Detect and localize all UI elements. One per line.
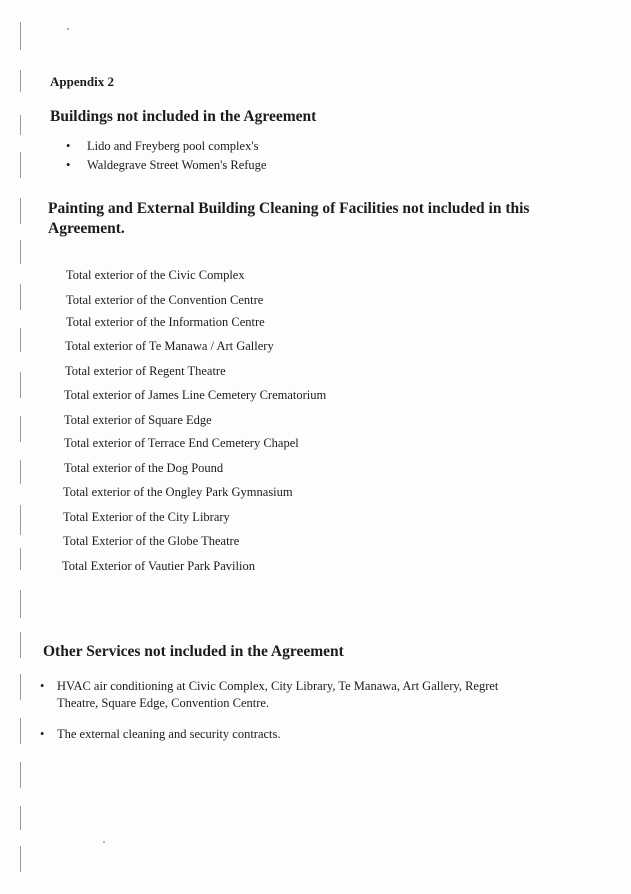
appendix-label: Appendix 2 — [50, 74, 114, 89]
list-item: Total Exterior of Vautier Park Pavilion — [62, 558, 255, 573]
other-services-list — [40, 678, 510, 758]
list-item: Total exterior of Regent Theatre — [65, 363, 226, 378]
painting-heading: Painting and External Building Cleaning of Facilities not included in this Agreement. — [48, 200, 530, 237]
other-services-heading: Other Services not included in the Agreement — [43, 643, 344, 660]
list-item: • The external cleaning and security contracts. — [40, 726, 510, 743]
list-item: Total exterior of James Line Cemetery Crematorium — [64, 388, 327, 403]
buildings-list — [66, 137, 266, 175]
list-item: Total Exterior of the City Library — [63, 509, 230, 524]
buildings-heading: Buildings not included in the Agreement — [50, 108, 317, 125]
list-item: • HVAC air conditioning at Civic Complex, City Library, Te Manawa, Art Gallery, Regret Theatre, Square Edge, Convention Centre. — [40, 678, 510, 711]
list-item: • Lido and Freyberg pool complex's — [66, 137, 266, 156]
list-item: Total exterior of the Convention Centre — [66, 292, 264, 307]
list-item: Total exterior of Te Manawa / Art Gallery — [65, 339, 274, 354]
list-item: Total exterior of Square Edge — [64, 412, 212, 427]
list-item: Total exterior of the Dog Pound — [64, 460, 224, 475]
list-item: Total exterior of the Civic Complex — [66, 268, 245, 282]
exterior-list — [62, 266, 326, 582]
list-item: • Waldegrave Street Women's Refuge — [66, 156, 266, 175]
list-item: Total exterior of the Information Centre — [66, 314, 265, 329]
list-item: Total exterior of Terrace End Cemetery Chapel — [64, 435, 299, 450]
list-item: Total exterior of the Ongley Park Gymnasium — [63, 485, 293, 500]
list-item: Total Exterior of the Globe Theatre — [63, 534, 240, 549]
